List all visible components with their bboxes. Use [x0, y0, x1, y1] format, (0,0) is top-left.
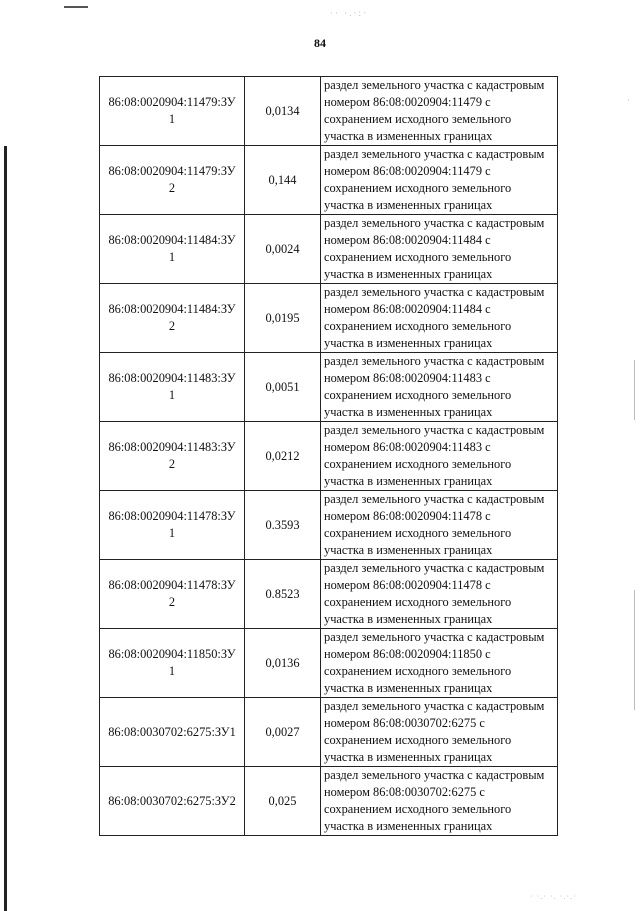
cadastral-number-cell [100, 698, 245, 767]
description-cell: раздел земельного участка с кадастровым номером 86:08:0030702:6275 с сохранением исходного земельного участка в измененных границах [321, 698, 558, 767]
area-cell: 0,144 [245, 146, 321, 215]
cadastral-number: 86:08:0020904:11484:ЗУ [108, 233, 236, 247]
description-cell: раздел земельного участка с кадастровым номером 86:08:0020904:11484 с сохранением исходного земельного участка в измененных границах [321, 215, 558, 284]
area-cell: 0.3593 [245, 491, 321, 560]
cadastral-number-cell [100, 146, 245, 215]
scan-edge-line [4, 146, 7, 911]
table-body [100, 77, 558, 836]
cadastral-number-suffix: 2 [168, 457, 176, 471]
cadastral-number-suffix: 1 [168, 388, 176, 402]
cadastral-number: 86:08:0030702:6275:ЗУ2 [108, 793, 236, 808]
description-cell: раздел земельного участка с кадастровым номером 86:08:0020904:11483 с сохранением исходного земельного участка в измененных границах [321, 353, 558, 422]
description-cell: раздел земельного участка с кадастровым номером 86:08:0020904:11479 с сохранением исходного земельного участка в измененных границах [321, 77, 558, 146]
cadastral-number-suffix: 1 [168, 112, 176, 126]
cadastral-number-cell [100, 77, 245, 146]
scan-noise-top: ·· ·.·:· [330, 8, 368, 18]
area-cell: 0,025 [245, 767, 321, 836]
table-row [100, 284, 558, 353]
cadastral-number-suffix: 2 [168, 595, 176, 609]
description-cell: раздел земельного участка с кадастровым номером 86:08:0020904:11484 с сохранением исходного земельного участка в измененных границах [321, 284, 558, 353]
description-cell: раздел земельного участка с кадастровым номером 86:08:0020904:11850 с сохранением исходного земельного участка в измененных границах [321, 629, 558, 698]
area-cell: 0,0134 [245, 77, 321, 146]
scan-noise-bottom: · ·.· ·. ·.·.· [530, 892, 577, 901]
area-cell: 0,0195 [245, 284, 321, 353]
scan-edge-line-right [634, 360, 635, 420]
description-cell: раздел земельного участка с кадастровым номером 86:08:0020904:11483 с сохранением исходного земельного участка в измененных границах [321, 422, 558, 491]
table-row [100, 698, 558, 767]
description-cell: раздел земельного участка с кадастровым номером 86:08:0020904:11479 с сохранением исходного земельного участка в измененных границах [321, 146, 558, 215]
cadastral-number-cell [100, 491, 245, 560]
scan-noise-right: · [627, 96, 630, 105]
cadastral-number-cell [100, 422, 245, 491]
cadastral-number: 86:08:0020904:11478:ЗУ [108, 509, 236, 523]
cadastral-number: 86:08:0020904:11479:ЗУ [108, 95, 236, 109]
area-cell: 0,0136 [245, 629, 321, 698]
cadastral-number-cell [100, 629, 245, 698]
table-row [100, 767, 558, 836]
area-cell: 0,0212 [245, 422, 321, 491]
description-cell: раздел земельного участка с кадастровым номером 86:08:0020904:11478 с сохранением исходного земельного участка в измененных границах [321, 560, 558, 629]
table-row [100, 353, 558, 422]
area-cell: 0.8523 [245, 560, 321, 629]
land-plots-table [99, 76, 558, 836]
cadastral-number-suffix: 1 [168, 664, 176, 678]
area-cell: 0,0027 [245, 698, 321, 767]
cadastral-number: 86:08:0020904:11484:ЗУ [108, 302, 236, 316]
area-cell: 0,0051 [245, 353, 321, 422]
cadastral-number-cell [100, 767, 245, 836]
cadastral-number-suffix: 2 [168, 319, 176, 333]
description-cell: раздел земельного участка с кадастровым номером 86:08:0030702:6275 с сохранением исходного земельного участка в измененных границах [321, 767, 558, 836]
cadastral-number-cell [100, 353, 245, 422]
cadastral-number: 86:08:0020904:11478:ЗУ [108, 578, 236, 592]
cadastral-number-cell [100, 215, 245, 284]
cadastral-number: 86:08:0020904:11483:ЗУ [108, 440, 236, 454]
cadastral-number-cell [100, 284, 245, 353]
cadastral-number: 86:08:0020904:11850:ЗУ [108, 647, 236, 661]
scan-edge-line-right [634, 590, 635, 710]
table-row [100, 77, 558, 146]
table-row [100, 491, 558, 560]
cadastral-number: 86:08:0020904:11479:ЗУ [108, 164, 236, 178]
table-row [100, 215, 558, 284]
cadastral-number-suffix: 1 [168, 526, 176, 540]
table-row [100, 629, 558, 698]
cadastral-number-cell [100, 560, 245, 629]
area-cell: 0,0024 [245, 215, 321, 284]
cadastral-number-suffix: 1 [168, 250, 176, 264]
scan-artifact-top [64, 6, 88, 8]
cadastral-number: 86:08:0030702:6275:ЗУ1 [108, 724, 236, 739]
cadastral-number: 86:08:0020904:11483:ЗУ [108, 371, 236, 385]
page-number: 84 [314, 36, 326, 50]
cadastral-number-suffix: 2 [168, 181, 176, 195]
table-row [100, 422, 558, 491]
description-cell: раздел земельного участка с кадастровым номером 86:08:0020904:11478 с сохранением исходного земельного участка в измененных границах [321, 491, 558, 560]
table-row [100, 560, 558, 629]
table-row [100, 146, 558, 215]
